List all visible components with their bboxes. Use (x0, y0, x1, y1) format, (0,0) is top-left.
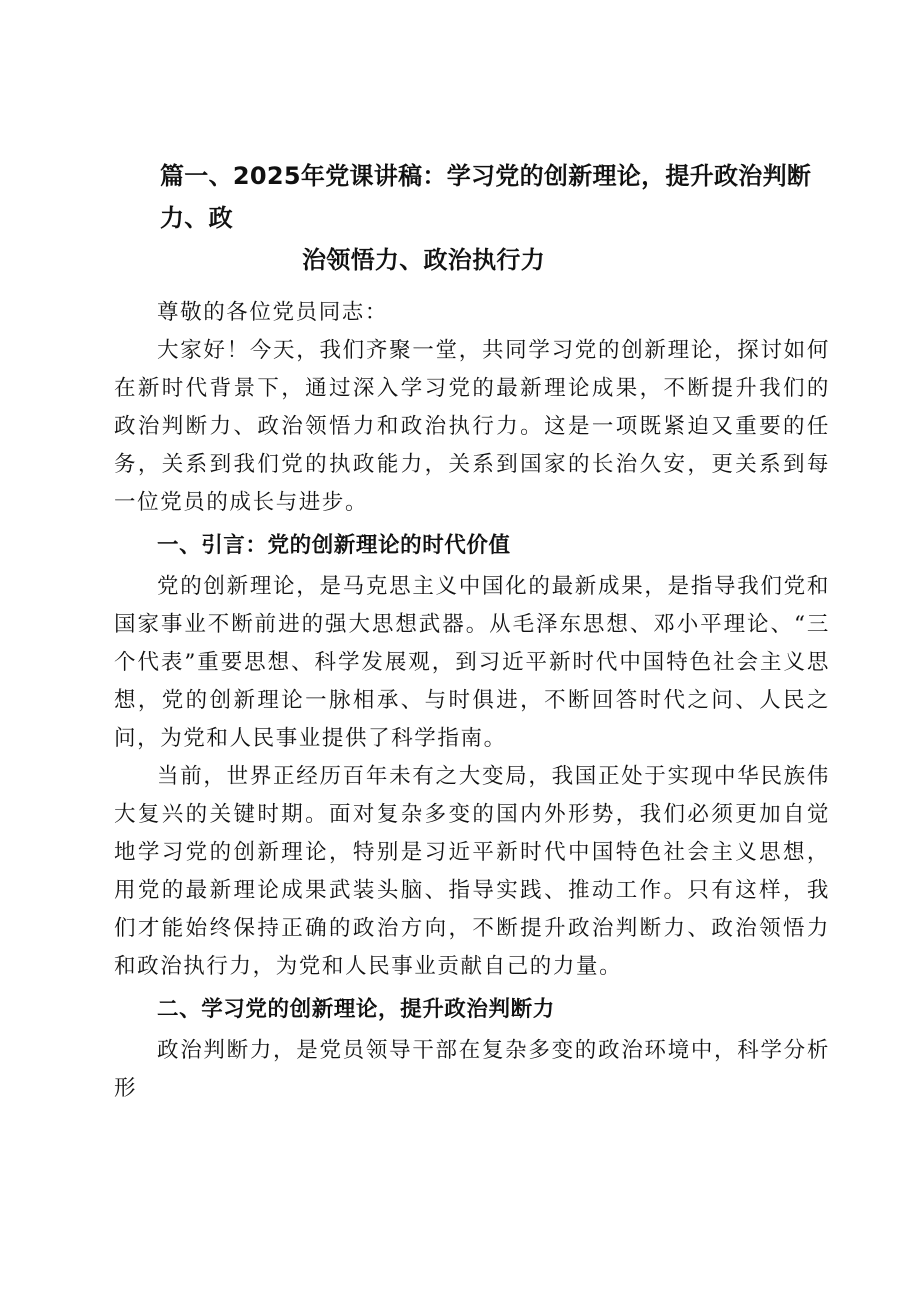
document-title (160, 155, 840, 281)
document-body (114, 294, 830, 1108)
salutation: 尊敬的各位党员同志： (157, 300, 389, 325)
paragraph-section1-1: 党的创新理论，是马克思主义中国化的最新成果，是指导我们党和国家事业不断前进的强大思想武器。从毛泽东思想、邓小平理论、“三个代表”重要思想、科学发展观，到习近平新时代中国特色社会主义思想，党的创新理论一脉相承、与时俱进，不断回答时代之问、人民之问，为党和人民事业提供了科学指南。 (114, 574, 830, 751)
paragraph-opening: 大家好！今天，我们齐聚一堂，共同学习党的创新理论，探讨如何在新时代背景下，通过深入学习党的最新理论成果，不断提升我们的政治判断力、政治领悟力和政治执行力。这是一项既紧迫又重要的任务，关系到我们党的执政能力，关系到国家的长治久安，更关系到每一位党员的成长与进步。 (114, 338, 830, 515)
paragraph-section1-2: 当前，世界正经历百年未有之大变局，我国正处于实现中华民族伟大复兴的关键时期。面对复杂多变的国内外形势，我们必须更加自觉地学习党的创新理论，特别是习近平新时代中国特色社会主义思想，用党的最新理论成果武装头脑、指导实践、推动工作。只有这样，我们才能始终保持正确的政治方向，不断提升政治判断力、政治领悟力和政治执行力，为党和人民事业贡献自己的力量。 (114, 764, 830, 979)
section-heading-1: 一、引言：党的创新理论的时代价值 (157, 533, 511, 558)
title-line-1: 篇一、2025年党课讲稿：学习党的创新理论，提升政治判断力、政 (160, 162, 812, 232)
paragraph-section2-1: 政治判断力，是党员领导干部在复杂多变的政治环境中，科学分析形 (114, 1038, 830, 1101)
title-line-2: 治领悟力、政治执行力 (302, 246, 545, 274)
section-heading-2: 二、学习党的创新理论，提升政治判断力 (157, 997, 555, 1022)
